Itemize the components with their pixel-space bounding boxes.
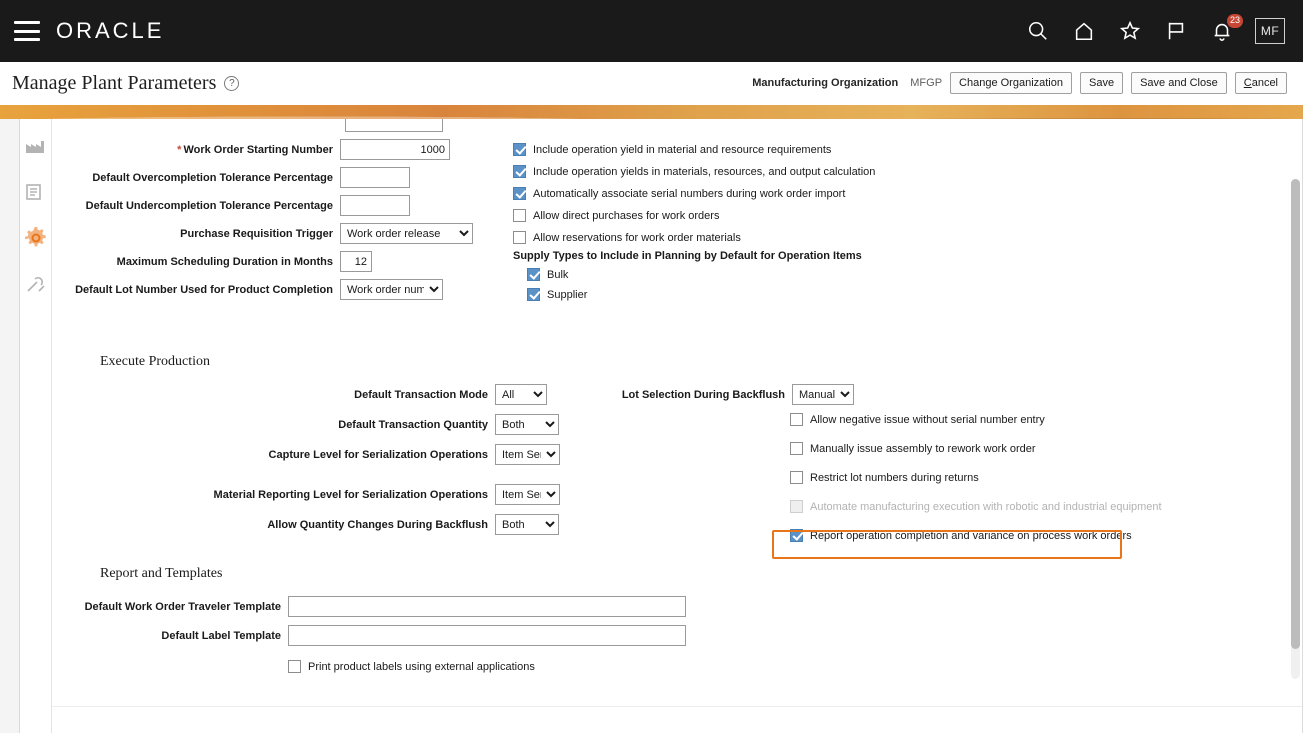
checkbox-include-operation-yield-label: Include operation yield in material and resource requirements xyxy=(533,143,832,156)
general-fields xyxy=(52,139,492,307)
execute-production-checkboxes xyxy=(790,413,1303,542)
checkbox-auto-associate-serial-label: Automatically associate serial numbers during work order import xyxy=(533,187,846,200)
required-indicator: * xyxy=(177,143,182,156)
lot-selection-row xyxy=(582,384,854,411)
checkbox-allow-direct-purchases[interactable] xyxy=(513,209,1213,222)
material-reporting-level-row xyxy=(52,484,572,505)
default-undercompletion-tolerance-row xyxy=(52,195,492,216)
checkbox-automate-manufacturing-label: Automate manufacturing execution with robotic and industrial equipment xyxy=(810,500,1162,513)
avatar[interactable]: MF xyxy=(1255,18,1285,44)
save-and-close-button[interactable]: Save and Close xyxy=(1131,72,1227,94)
oracle-logo: ORACLE xyxy=(56,18,165,43)
allow-quantity-changes-label: Allow Quantity Changes During Backflush xyxy=(267,518,488,531)
plant-parameters-icon[interactable] xyxy=(23,133,49,159)
work-order-starting-number-input[interactable] xyxy=(340,139,450,160)
default-label-template-input[interactable] xyxy=(288,625,686,646)
checkbox-supply-type-supplier[interactable] xyxy=(527,288,1213,301)
purchase-requisition-trigger-label: Purchase Requisition Trigger xyxy=(180,227,333,240)
hamburger-icon[interactable] xyxy=(14,21,40,41)
checkbox-automate-manufacturing-box xyxy=(790,500,803,513)
default-transaction-quantity-select[interactable] xyxy=(495,414,559,435)
default-traveler-template-input[interactable] xyxy=(288,596,686,617)
default-traveler-template-label: Default Work Order Traveler Template xyxy=(84,600,281,613)
lot-selection-select[interactable] xyxy=(792,384,854,405)
checkbox-include-operation-yield[interactable] xyxy=(513,143,1213,156)
execute-production-title: Execute Production xyxy=(100,354,211,369)
default-traveler-template-row xyxy=(52,596,702,617)
favorites-icon[interactable] xyxy=(1117,18,1143,44)
report-and-templates-title: Report and Templates xyxy=(100,566,223,581)
checkbox-supply-type-bulk[interactable] xyxy=(527,268,1213,281)
allow-quantity-changes-select[interactable] xyxy=(495,514,559,535)
checkbox-include-operation-yields-calc-label: Include operation yields in materials, resources, and output calculation xyxy=(533,165,876,178)
checkbox-allow-negative-issue-label: Allow negative issue without serial number entry xyxy=(810,413,1045,426)
title-bar-actions xyxy=(752,72,1287,94)
checkbox-include-operation-yields-calc[interactable] xyxy=(513,165,1213,178)
default-label-template-label: Default Label Template xyxy=(161,629,281,642)
default-undercompletion-tolerance-input[interactable] xyxy=(340,195,410,216)
checkbox-manually-issue-assembly-box[interactable] xyxy=(790,442,803,455)
default-transaction-mode-label: Default Transaction Mode xyxy=(354,388,488,401)
checkbox-supply-type-bulk-label: Bulk xyxy=(547,268,569,281)
home-icon[interactable] xyxy=(1071,18,1097,44)
default-overcompletion-tolerance-label: Default Overcompletion Tolerance Percentage xyxy=(92,171,333,184)
default-lot-number-select[interactable] xyxy=(340,279,443,300)
search-icon[interactable] xyxy=(1025,18,1051,44)
change-organization-button[interactable]: Change Organization xyxy=(950,72,1072,94)
checkbox-restrict-lot-numbers[interactable] xyxy=(790,471,1303,484)
execute-production-fields xyxy=(52,384,572,541)
left-rail xyxy=(0,119,20,733)
header-actions xyxy=(1025,15,1289,44)
material-reporting-level-select[interactable] xyxy=(495,484,560,505)
cancel-button[interactable]: Cancel xyxy=(1235,72,1287,94)
purchase-requisition-trigger-select[interactable] xyxy=(340,223,473,244)
notification-badge: 23 xyxy=(1227,14,1243,28)
checkbox-allow-negative-issue-box[interactable] xyxy=(790,413,803,426)
checkbox-manually-issue-assembly-label: Manually issue assembly to rework work order xyxy=(810,442,1036,455)
checkbox-allow-direct-purchases-box[interactable] xyxy=(513,209,526,222)
default-transaction-mode-row xyxy=(52,384,572,405)
global-header xyxy=(0,0,1303,62)
checkbox-print-product-labels-box[interactable] xyxy=(288,660,301,673)
manufacturing-organization-label: Manufacturing Organization xyxy=(752,77,899,89)
form-content xyxy=(52,119,1303,733)
cropped-field-above xyxy=(345,119,443,132)
checkbox-auto-associate-serial-box[interactable] xyxy=(513,187,526,200)
default-lot-number-row xyxy=(52,279,492,300)
work-order-starting-number-label: * Work Order Starting Number xyxy=(177,143,333,156)
decorative-banner xyxy=(0,105,1303,119)
flag-icon[interactable] xyxy=(1163,18,1189,44)
manufacturing-organization-value: MFGP xyxy=(910,77,943,89)
checkbox-restrict-lot-numbers-label: Restrict lot numbers during returns xyxy=(810,471,979,484)
checkbox-supply-type-supplier-box[interactable] xyxy=(527,288,540,301)
checkbox-print-product-labels[interactable] xyxy=(288,660,702,673)
form-bottom-strip xyxy=(52,706,1302,733)
checkbox-manually-issue-assembly[interactable] xyxy=(790,442,1303,455)
default-undercompletion-tolerance-label: Default Undercompletion Tolerance Percentage xyxy=(85,199,333,212)
default-label-template-row xyxy=(52,625,702,646)
checkbox-supply-type-supplier-label: Supplier xyxy=(547,288,588,301)
capture-level-serialization-label: Capture Level for Serialization Operations xyxy=(268,448,488,461)
checkbox-auto-associate-serial[interactable] xyxy=(513,187,1213,200)
checkbox-report-operation-completion[interactable] xyxy=(790,529,1303,542)
checkbox-include-operation-yield-box[interactable] xyxy=(513,143,526,156)
work-order-starting-number-row xyxy=(52,139,492,160)
help-icon[interactable]: ? xyxy=(224,76,239,91)
save-button[interactable]: Save xyxy=(1080,72,1123,94)
checkbox-restrict-lot-numbers-box[interactable] xyxy=(790,471,803,484)
checkbox-allow-reservations-box[interactable] xyxy=(513,231,526,244)
form-scroll-area xyxy=(52,119,1302,733)
checkbox-allow-reservations[interactable] xyxy=(513,231,1213,244)
maximum-scheduling-duration-input[interactable] xyxy=(340,251,372,272)
page-title: Manage Plant Parameters xyxy=(12,71,217,94)
checkbox-allow-negative-issue[interactable] xyxy=(790,413,1303,426)
allow-quantity-changes-row xyxy=(52,514,572,535)
purchase-requisition-trigger-row xyxy=(52,223,492,244)
checkbox-include-operation-yields-calc-box[interactable] xyxy=(513,165,526,178)
vertical-scrollbar-thumb[interactable] xyxy=(1291,179,1300,649)
checkbox-automate-manufacturing xyxy=(790,500,1303,513)
tools-icon[interactable] xyxy=(23,271,49,297)
checkbox-allow-reservations-label: Allow reservations for work order materials xyxy=(533,231,741,244)
material-reporting-level-label: Material Reporting Level for Serialization Operations xyxy=(213,488,488,501)
default-transaction-quantity-row xyxy=(52,414,572,435)
page-body xyxy=(0,119,1303,733)
work-definition-icon[interactable] xyxy=(23,179,49,205)
general-checkbox-group xyxy=(513,143,1213,310)
icon-rail xyxy=(20,119,52,733)
default-transaction-mode-select[interactable] xyxy=(495,384,547,405)
page-title-bar xyxy=(0,62,1303,105)
checkbox-report-operation-completion-label: Report operation completion and variance on process work orders xyxy=(810,529,1132,542)
lot-selection-label: Lot Selection During Backflush xyxy=(621,388,785,401)
default-transaction-quantity-label: Default Transaction Quantity xyxy=(338,418,488,431)
capture-level-serialization-select[interactable] xyxy=(495,444,560,465)
default-overcompletion-tolerance-row xyxy=(52,167,492,188)
checkbox-supply-type-bulk-box[interactable] xyxy=(527,268,540,281)
cancel-accesskey: C xyxy=(1243,77,1252,89)
default-lot-number-label: Default Lot Number Used for Product Completion xyxy=(75,283,333,296)
checkbox-allow-direct-purchases-label: Allow direct purchases for work orders xyxy=(533,209,720,222)
report-and-templates-fields xyxy=(52,596,702,682)
notifications-icon[interactable] xyxy=(1209,15,1240,44)
supply-types-label: Supply Types to Include in Planning by Default for Operation Items xyxy=(513,250,862,262)
checkbox-print-product-labels-label: Print product labels using external applications xyxy=(308,660,535,673)
default-overcompletion-tolerance-input[interactable] xyxy=(340,167,410,188)
vertical-scrollbar[interactable] xyxy=(1291,179,1300,679)
checkbox-report-operation-completion-box[interactable] xyxy=(790,529,803,542)
cropped-input[interactable] xyxy=(345,119,443,132)
capture-level-serialization-row xyxy=(52,444,572,465)
maximum-scheduling-duration-row xyxy=(52,251,492,272)
settings-gear-icon[interactable] xyxy=(23,225,49,251)
maximum-scheduling-duration-label: Maximum Scheduling Duration in Months xyxy=(116,255,333,268)
